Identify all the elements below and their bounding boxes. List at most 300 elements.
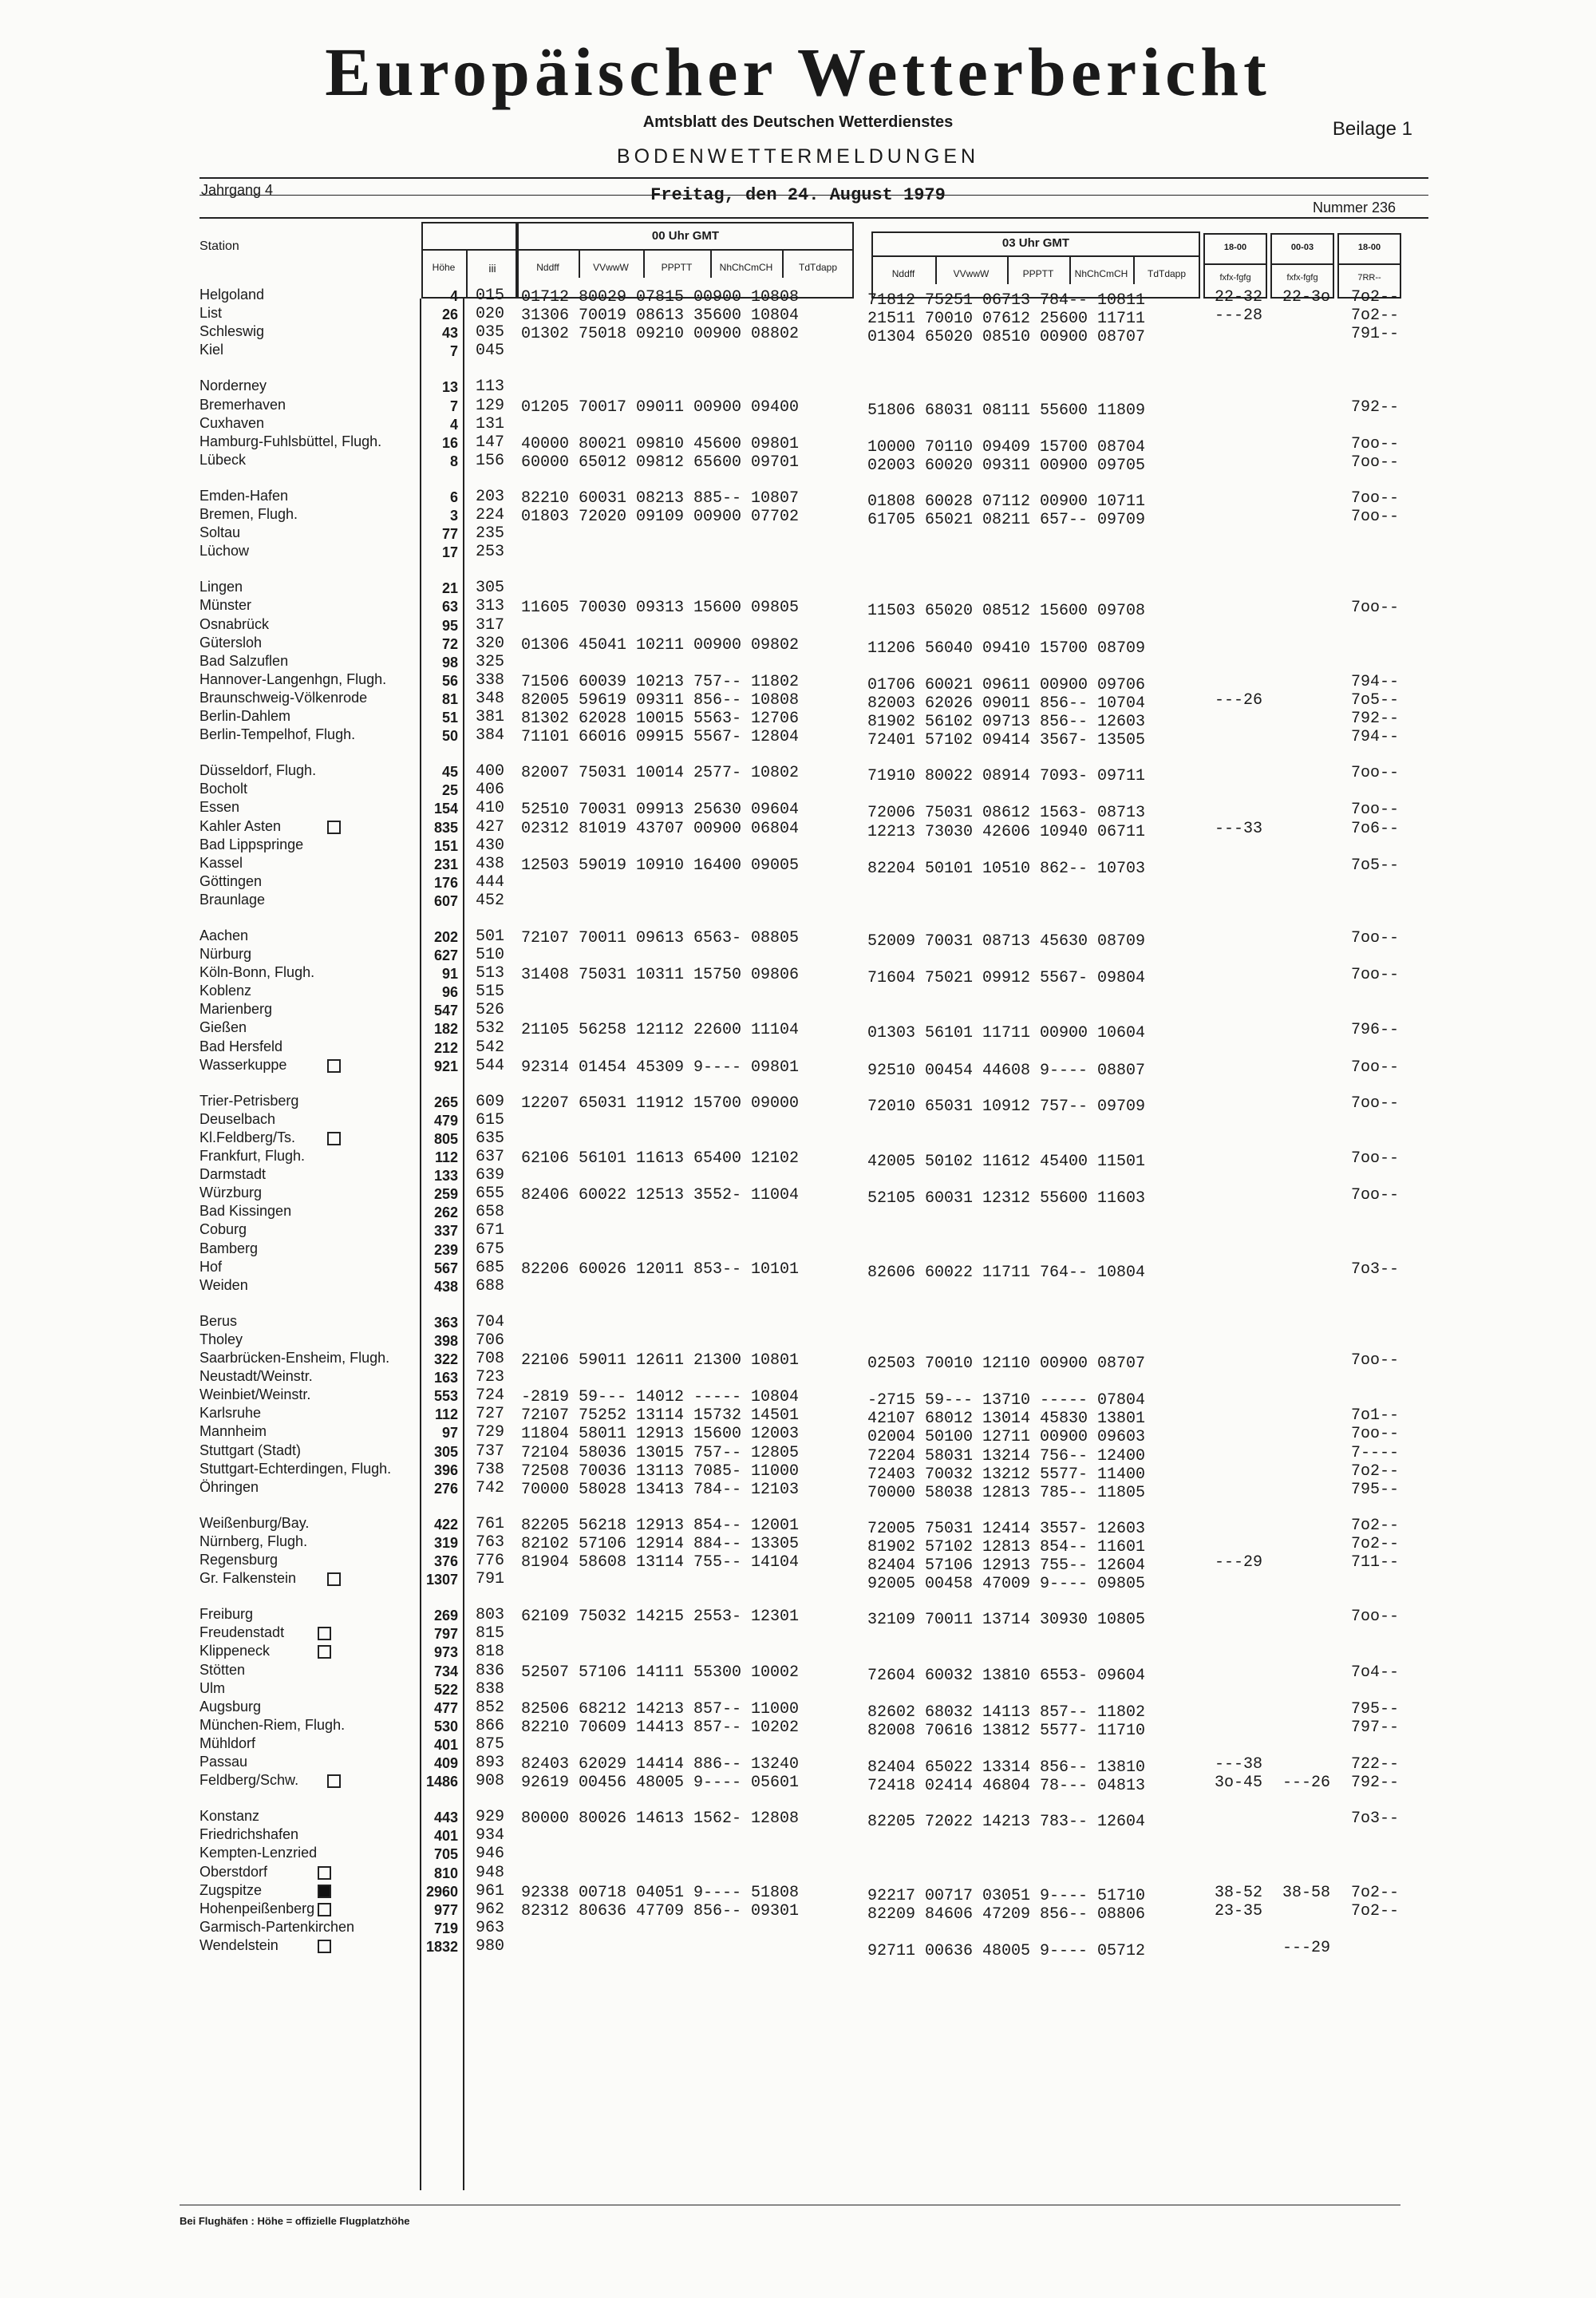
obs-03-gmt: 71604 75021 09912 5567- 09804 [867,969,1146,987]
obs-03-gmt: 82404 65022 13314 856-- 13810 [867,1758,1146,1777]
station-name: Kassel [200,855,243,871]
precip-18-00: 7o5-- [1351,856,1400,875]
station-index: 738 [476,1461,505,1479]
station-name: Bamberg [200,1240,259,1256]
station-height: 98 [441,655,458,670]
obs-03-gmt: 82003 62026 09011 856-- 10704 [867,694,1146,713]
station-height: 337 [433,1223,458,1239]
precip-18-00: 7oo-- [1351,1094,1400,1113]
station-height: 3 [449,508,458,524]
station-height: 522 [433,1682,458,1698]
station-height: 16 [441,435,458,451]
station-name: Bad Hersfeld [200,1038,283,1054]
station-name: Bad Lippspringe [200,837,304,852]
station-height: 409 [433,1755,458,1771]
obs-00-gmt: 60000 65012 09812 65600 09701 [521,453,800,472]
gust-00-03: 22-3o [1282,288,1331,307]
station-height: 50 [441,728,458,744]
ext-header-top-0: 18-00 [1223,243,1247,252]
precip-18-00: 7o2-- [1351,1884,1400,1902]
station-index: 708 [476,1350,505,1368]
obs-00-gmt: 01302 75018 09210 00900 08802 [521,325,800,343]
station-height: 438 [433,1279,458,1295]
sub00-divider-4 [782,249,784,278]
gust-00-03: ---29 [1282,1939,1331,1957]
precip-18-00: 7o6-- [1351,820,1400,838]
station-index: 671 [476,1221,505,1240]
obs-03-gmt: 61705 65021 08211 657-- 09709 [867,511,1146,529]
station-index: 729 [476,1423,505,1442]
station-height: 56 [441,673,458,689]
station-index: 761 [476,1515,505,1533]
station-height: 63 [441,599,458,615]
station-index: 513 [476,964,505,983]
precip-18-00: 795-- [1351,1481,1400,1499]
gust-00-03: ---26 [1282,1774,1331,1792]
precip-18-00: 792-- [1351,398,1400,417]
station-name: Weißenburg/Bay. [200,1515,310,1531]
station-name: Feldberg/Schw. [200,1772,299,1788]
col-header-00-uhr-gmt: 00 Uhr GMT [651,229,720,243]
precip-18-00: 7o1-- [1351,1406,1400,1425]
station-index: 452 [476,892,505,910]
station-index: 961 [476,1882,505,1900]
station-name: Gr. Falkenstein [200,1570,297,1586]
station-name: Mannheim [200,1423,267,1439]
obs-03-gmt: 02004 50100 12711 00900 09603 [867,1428,1146,1446]
obs-03-gmt: 72403 70032 13212 5577- 11400 [867,1465,1146,1484]
station-index: 045 [476,342,505,360]
obs-00-gmt: 70000 58028 13413 784-- 12103 [521,1481,800,1499]
obs-03-gmt: 82606 60022 11711 764-- 10804 [867,1264,1146,1282]
station-height: 133 [433,1168,458,1184]
obs-00-gmt: 71101 66016 09915 5567- 12804 [521,728,800,746]
station-name: Weinbiet/Weinstr. [200,1386,311,1402]
station-index: 406 [476,781,505,799]
obs-00-gmt: 82206 60026 12011 853-- 10101 [521,1260,800,1279]
station-index: 542 [476,1038,505,1057]
sub-header-03-1: VVwwW [953,268,990,279]
sub-header-03-3: NhChCmCH [1074,268,1128,279]
filled-square-icon [318,1885,331,1898]
station-index: 427 [476,818,505,837]
station-index: 544 [476,1057,505,1075]
obs-00-gmt: 01205 70017 09011 00900 09400 [521,398,800,417]
obs-03-gmt: 71812 75251 06713 784-- 10811 [867,291,1146,310]
precip-18-00: 7o2-- [1351,1902,1400,1920]
station-height: 6 [449,489,458,505]
precip-18-00: 7oo-- [1351,508,1400,526]
station-height: 276 [433,1481,458,1497]
station-height: 112 [434,1406,458,1422]
station-height: 1307 [425,1572,458,1588]
station-height: 921 [433,1058,458,1074]
ext-header-top-2: 18-00 [1357,243,1381,252]
col-header-iii: iii [488,262,496,275]
obs-00-gmt: 11605 70030 09313 15600 09805 [521,599,800,617]
obs-03-gmt: 11503 65020 08512 15600 09708 [867,602,1146,620]
obs-00-gmt: -2819 59--- 14012 ----- 10804 [521,1388,800,1406]
station-name: Bad Kissingen [200,1203,292,1219]
obs-03-gmt: 42005 50102 11612 45400 11501 [867,1153,1146,1171]
station-height: 553 [433,1388,458,1404]
obs-00-gmt: 62109 75032 14215 2553- 12301 [521,1608,800,1626]
station-height: 1486 [425,1774,458,1790]
station-name: Lübeck [200,452,247,468]
sub-header-03-4: TdTdapp [1147,268,1187,279]
station-name: Stuttgart (Stadt) [200,1442,302,1458]
obs-03-gmt: 72005 75031 12414 3557- 12603 [867,1520,1146,1538]
obs-00-gmt: 22106 59011 12611 21300 10801 [521,1351,800,1370]
sub-header-00-3: NhChCmCH [719,262,773,273]
precip-18-00: 791-- [1351,325,1400,343]
station-name: Regensburg [200,1552,279,1568]
obs-03-gmt: 92005 00458 47009 9---- 09805 [867,1575,1146,1593]
station-index: 838 [476,1680,505,1699]
station-name: Essen [200,799,240,815]
station-name: Gießen [200,1019,247,1035]
station-index: 381 [476,708,505,726]
station-name: Bad Salzuflen [200,653,289,669]
station-name: Bremen, Flugh. [200,506,298,522]
obs-03-gmt: 11206 56040 09410 15700 08709 [867,639,1146,658]
station-index: 410 [476,799,505,817]
station-height: 977 [433,1902,458,1918]
obs-00-gmt: 82210 70609 14413 857-- 10202 [521,1719,800,1737]
obs-03-gmt: 81902 56102 09713 856-- 12603 [867,713,1146,731]
open-square-icon [327,1572,341,1586]
open-square-icon [318,1866,331,1880]
obs-00-gmt: 82406 60022 12513 3552- 11004 [521,1186,800,1204]
sub03-divider-1 [935,255,937,284]
obs-00-gmt: 81302 62028 10015 5563- 12706 [521,710,800,728]
station-index: 724 [476,1386,505,1405]
station-index: 338 [476,671,505,690]
station-name: List [200,305,223,321]
station-name: Hamburg-Fuhlsbüttel, Flugh. [200,433,382,449]
gust-18-00: 38-52 [1215,1884,1263,1902]
ext-rule-0 [1203,263,1267,265]
station-height: 547 [433,1003,458,1018]
station-height: 25 [441,782,458,798]
station-height: 705 [433,1846,458,1862]
station-index: 893 [476,1754,505,1772]
obs-03-gmt: 72401 57102 09414 3567- 13505 [867,731,1146,750]
station-index: 313 [476,597,505,615]
precip-18-00: 797-- [1351,1719,1400,1737]
station-height: 91 [441,966,458,982]
station-height: 797 [433,1626,458,1642]
station-index: 963 [476,1919,505,1937]
station-index: 776 [476,1552,505,1570]
station-name: Nürburg [200,946,252,962]
precip-18-00: 7oo-- [1351,435,1400,453]
gust-18-00: ---33 [1215,820,1263,838]
station-height: 26 [441,307,458,322]
precip-18-00: 7oo-- [1351,1149,1400,1168]
station-name: Emden-Hafen [200,488,289,504]
station-name: Zugspitze [200,1882,263,1898]
obs-03-gmt: 72604 60032 13810 6553- 09604 [867,1667,1146,1685]
ext-header-bottom-0: fxfx-fgfg [1219,273,1251,283]
station-height: 176 [433,875,458,891]
station-name: Braunlage [200,892,266,908]
station-name: Konstanz [200,1808,260,1824]
station-index: 325 [476,653,505,671]
station-name: Göttingen [200,873,263,889]
station-index: 532 [476,1019,505,1038]
station-height: 530 [433,1719,458,1734]
station-index: 948 [476,1864,505,1882]
station-index: 639 [476,1166,505,1185]
station-name: Berlin-Tempelhof, Flugh. [200,726,356,742]
station-name: Soltau [200,524,241,540]
station-height: 154 [433,801,458,817]
station-name: Weiden [200,1277,248,1293]
obs-03-gmt: 92711 00636 48005 9---- 05712 [867,1942,1146,1960]
station-name: Augsburg [200,1699,262,1715]
station-height: 51 [441,710,458,726]
sub00-divider-1 [579,249,580,278]
sub03-divider-3 [1069,255,1071,284]
station-height: 567 [433,1260,458,1276]
open-square-icon [318,1940,331,1953]
station-height: 96 [441,984,458,1000]
obs-00-gmt: 82007 75031 10014 2577- 10802 [521,764,800,782]
precip-18-00: 7o2-- [1351,1462,1400,1481]
station-name: Lingen [200,579,243,595]
report-subtitle: Amtsblatt des Deutschen Wetterdienstes [642,113,954,131]
station-height: 627 [433,947,458,963]
station-height: 4 [449,417,458,433]
station-name: Bremerhaven [200,397,286,413]
sub-header-03-2: PPPTT [1022,268,1054,279]
station-name: Neustadt/Weinstr. [200,1368,313,1384]
precip-18-00: 7o3-- [1351,1260,1400,1279]
obs-03-gmt: 71910 80022 08914 7093- 09711 [867,767,1146,785]
obs-03-gmt: 82404 57106 12913 755-- 12604 [867,1556,1146,1575]
station-name: Osnabrück [200,616,270,632]
obs-00-gmt: 31306 70019 08613 35600 10804 [521,307,800,325]
obs-00-gmt: 82210 60031 08213 885-- 10807 [521,489,800,508]
station-name: Mühldorf [200,1735,256,1751]
obs-00-gmt: 80000 80026 14613 1562- 12808 [521,1810,800,1828]
station-height: 835 [433,820,458,836]
station-name: Norderney [200,378,267,394]
station-name: Cuxhaven [200,415,265,431]
station-height: 2960 [425,1884,458,1900]
station-height: 8 [449,453,458,469]
station-name: Düsseldorf, Flugh. [200,762,317,778]
issue-number: Nummer 236 [1313,200,1396,216]
obs-00-gmt: 72508 70036 13113 7085- 11000 [521,1462,800,1481]
obs-00-gmt: 21105 56258 12112 22600 11104 [521,1021,800,1039]
hdr-rule-03gmt [871,255,1200,257]
station-name: Garmisch-Partenkirchen [200,1919,355,1935]
obs-00-gmt: 92314 01454 45309 9---- 09801 [521,1058,800,1077]
station-index: 131 [476,415,505,433]
station-index: 836 [476,1662,505,1680]
sub-header-00-1: VVwwW [593,262,629,273]
station-height: 202 [433,929,458,945]
station-index: 875 [476,1735,505,1754]
obs-03-gmt: 01808 60028 07112 00900 10711 [867,492,1146,511]
gust-18-00: 23-35 [1215,1902,1263,1920]
station-name: Münster [200,597,252,613]
station-name: Schleswig [200,323,265,339]
station-height: 231 [433,856,458,872]
station-name: Braunschweig-Völkenrode [200,690,368,706]
obs-00-gmt: 92619 00456 48005 9---- 05601 [521,1774,800,1792]
station-height: 43 [441,325,458,341]
precip-18-00: 7o5-- [1351,691,1400,710]
hdr-rule-hoehe [421,249,517,251]
ext-header-bottom-2: 7RR-- [1357,273,1381,283]
station-index: 430 [476,837,505,855]
station-index: 444 [476,873,505,892]
station-index: 723 [476,1368,505,1386]
station-name: Kiel [200,342,224,358]
obs-03-gmt: 52009 70031 08713 45630 08709 [867,932,1146,951]
obs-03-gmt: 82008 70616 13812 5577- 11710 [867,1722,1146,1740]
station-index: 658 [476,1203,505,1221]
obs-00-gmt: 82005 59619 09311 856-- 10808 [521,691,800,710]
obs-03-gmt: 72204 58031 13214 756-- 12400 [867,1447,1146,1465]
gust-00-03: 38-58 [1282,1884,1331,1902]
open-square-icon [327,1132,341,1145]
station-index: 791 [476,1570,505,1588]
precip-18-00: 7oo-- [1351,1058,1400,1077]
col-header-hoehe: Höhe [432,262,456,273]
station-index: 384 [476,726,505,745]
station-height: 443 [433,1810,458,1825]
station-name: Hannover-Langenhgn, Flugh. [200,671,387,687]
station-index: 400 [476,762,505,781]
station-index: 737 [476,1442,505,1461]
station-height: 973 [433,1644,458,1660]
open-square-icon [318,1627,331,1640]
station-index: 818 [476,1643,505,1661]
station-name: Saarbrücken-Ensheim, Flugh. [200,1350,390,1366]
obs-03-gmt: 01304 65020 08510 00900 08707 [867,328,1146,346]
station-name: Wendelstein [200,1937,279,1953]
sub-header-00-2: PPPTT [661,262,693,273]
station-index: 763 [476,1533,505,1552]
obs-00-gmt: 92338 00718 04051 9---- 51808 [521,1884,800,1902]
station-height: 17 [441,544,458,560]
station-name: Berlin-Dahlem [200,708,291,724]
obs-00-gmt: 52507 57106 14111 55300 10002 [521,1663,800,1682]
station-name: Oberstdorf [200,1864,268,1880]
obs-00-gmt: 31408 75031 10311 15750 09806 [521,966,800,984]
sub-header-00-0: Nddff [536,262,559,273]
gust-18-00: ---29 [1215,1553,1263,1572]
station-index: 438 [476,855,505,873]
obs-03-gmt: 32109 70011 13714 30930 10805 [867,1611,1146,1629]
station-index: 803 [476,1606,505,1624]
obs-00-gmt: 62106 56101 11613 65400 12102 [521,1149,800,1168]
obs-03-gmt: 42107 68012 13014 45830 13801 [867,1410,1146,1428]
sub00-divider-2 [643,249,645,278]
station-height: 269 [433,1608,458,1624]
obs-00-gmt: 82312 80636 47709 856-- 09301 [521,1902,800,1920]
obs-03-gmt: -2715 59--- 13710 ----- 07804 [867,1391,1146,1410]
precip-18-00: 722-- [1351,1755,1400,1774]
station-index: 934 [476,1826,505,1845]
station-height: 319 [433,1535,458,1551]
station-height: 95 [441,618,458,634]
precip-18-00: 7oo-- [1351,1351,1400,1370]
station-index: 852 [476,1699,505,1717]
station-height: 13 [441,379,458,395]
station-height: 151 [433,838,458,854]
obs-00-gmt: 01712 80029 07815 00900 10808 [521,288,800,307]
station-height: 259 [433,1186,458,1202]
hdr-rule-00gmt [517,249,854,251]
station-name: Wasserkuppe [200,1057,287,1073]
obs-03-gmt: 70000 58038 12813 785-- 11805 [867,1484,1146,1502]
station-height: 734 [433,1663,458,1679]
precip-18-00: 7o2-- [1351,1517,1400,1535]
station-height: 262 [433,1204,458,1220]
obs-00-gmt: 52510 70031 09913 25630 09604 [521,801,800,819]
hdr-divider-hoehe [466,249,468,299]
station-name: Freudenstadt [200,1624,285,1640]
obs-03-gmt: 82209 84606 47209 856-- 08806 [867,1905,1146,1924]
station-name: Koblenz [200,983,252,999]
station-name: Trier-Petrisberg [200,1093,299,1109]
open-square-icon [327,1774,341,1788]
gust-18-00: 22-32 [1215,288,1263,307]
station-index: 510 [476,946,505,964]
station-height: 607 [433,893,458,909]
open-square-icon [318,1645,331,1659]
open-square-icon [318,1903,331,1916]
station-index: 727 [476,1405,505,1423]
station-index: 147 [476,433,505,452]
station-name: Passau [200,1754,248,1770]
obs-03-gmt: 82602 68032 14113 857-- 11802 [867,1703,1146,1722]
station-name: Coburg [200,1221,247,1237]
station-name: Deuselbach [200,1111,276,1127]
obs-00-gmt: 82205 56218 12913 854-- 12001 [521,1517,800,1535]
gust-18-00: ---26 [1215,691,1263,710]
precip-18-00: 795-- [1351,1700,1400,1719]
station-height: 21 [441,580,458,596]
station-index: 515 [476,983,505,1001]
station-index: 980 [476,1937,505,1956]
obs-03-gmt: 52105 60031 12312 55600 11603 [867,1189,1146,1208]
obs-03-gmt: 72010 65031 10912 757-- 09709 [867,1098,1146,1116]
open-square-icon [327,821,341,834]
station-height: 719 [433,1920,458,1936]
station-index: 235 [476,524,505,543]
precip-18-00: 7---- [1351,1444,1400,1462]
station-index: 908 [476,1772,505,1790]
station-height: 72 [441,636,458,652]
station-height: 810 [433,1865,458,1881]
station-index: 501 [476,928,505,946]
station-height: 322 [433,1351,458,1367]
precip-18-00: 711-- [1351,1553,1400,1572]
station-height: 45 [441,764,458,780]
station-index: 946 [476,1845,505,1863]
station-name: Karlsruhe [200,1405,262,1421]
station-index: 305 [476,579,505,597]
obs-03-gmt: 72006 75031 08612 1563- 08713 [867,804,1146,822]
precip-18-00: 7oo-- [1351,966,1400,984]
gust-18-00: ---38 [1215,1755,1263,1774]
